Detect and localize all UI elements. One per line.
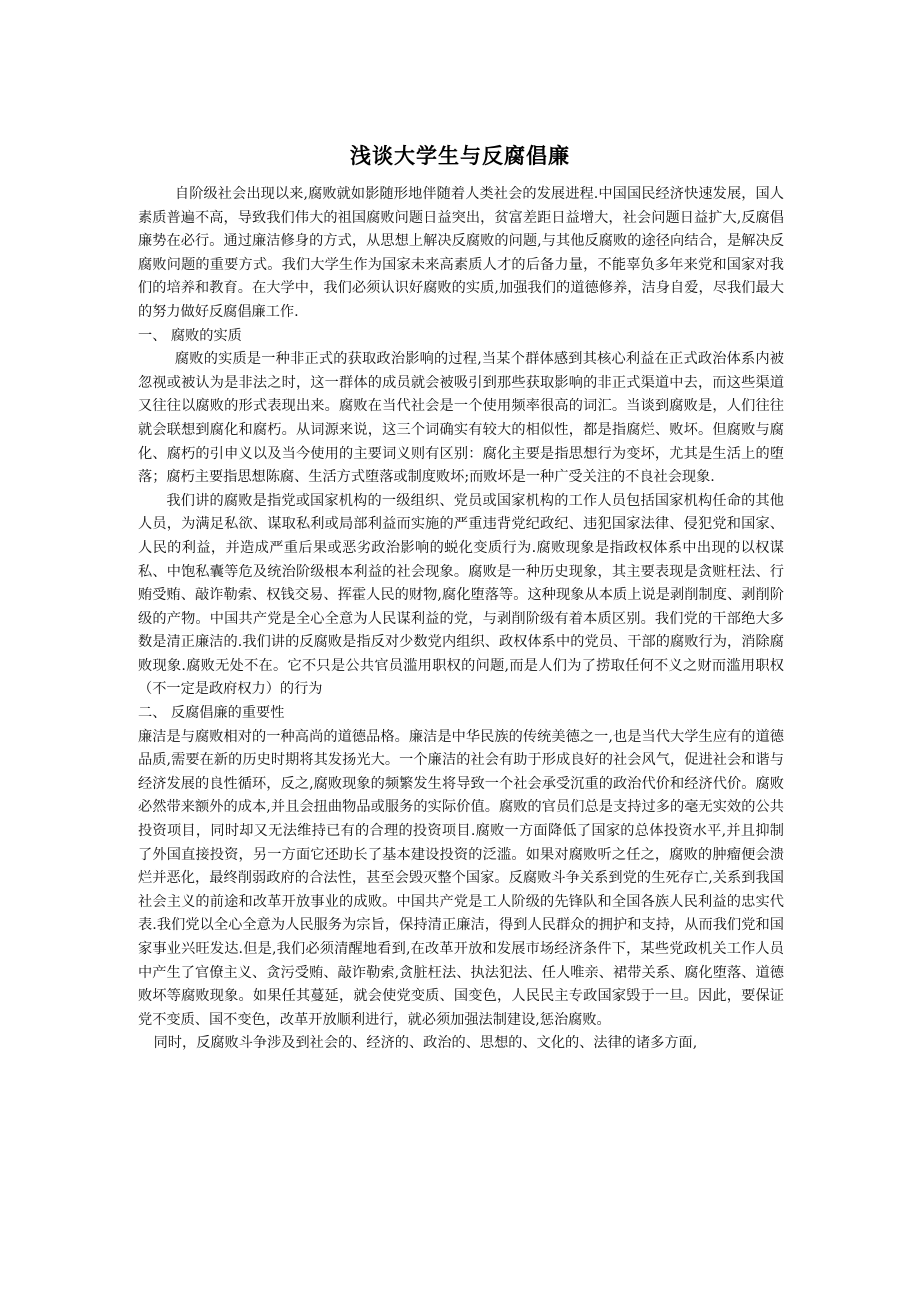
section2-paragraph-1: 廉洁是与腐败相对的一种高尚的道德品格。廉洁是中华民族的传统美德之一,也是当代大学生应有的道德品质,需要在新的历史时期将其发扬光大。一个廉洁的社会有助于形成良好的社会风气，促进社会和谐与经济发展的良性循环，反之,腐败现象的频繁发生将导致一个社会承受沉重的政治代价和经济代价。腐败必然带来额外的成本,并且会扭曲物品或服务的实际价值。腐败的官员们总是支持过多的毫无实效的公共投资项目，同时却又无法维持已有的合理的投资项目.腐败一方面降低了国家的总体投资水平,并且抑制了外国直接投资，另一方面它还助长了基本建设投资的泛滥。如果对腐败听之任之，腐败的肿瘤便会溃烂并恶化，最终削弱政府的合法性，甚至会毁灭整个国家。反腐败斗争关系到党的生死存亡,关系到我国社会主义的前途和改革开放事业的成败。中国共产党是工人阶级的先锋队和全国各族人民利益的忠实代表.我们党以全心全意为人民服务为宗旨，保持清正廉洁，得到人民群众的拥护和支持，从而我们党和国家事业兴旺发达.但是,我们必须清醒地看到,在改革开放和发展市场经济条件下，某些党政机关工作人员中产生了官僚主义、贪污受贿、敲诈勒索,贪脏枉法、执法犯法、任人唯亲、裙带关系、腐化堕落、道德败坏等腐败现象。如果任其蔓延，就会使党变质、国变色，人民民主专政国家毁于一旦。因此，要保证党不变质、国不变色，改革开放顺利进行，就必须加强法制建设,惩治腐败。 (138, 728, 784, 1028)
intro-paragraph: 自阶级社会出现以来,腐败就如影随形地伴随着人类社会的发展进程.中国国民经济快速发展，国人素质普遍不高，导致我们伟大的祖国腐败问题日益突出，贫富差距日益增大，社会问题日益扩大,反腐倡廉势在必行。通过廉洁修身的方式，从思想上解决反腐败的问题,与其他反腐败的途径向结合，是解决反腐败问题的重要方式。我们大学生作为国家未来高素质人才的后备力量，不能辜负多年来党和国家对我们的培养和教育。在大学中，我们必须认识好腐败的实质,加强我们的道德修养，洁身自爱，尽我们最大的努力做好反腐倡廉工作. (138, 186, 784, 320)
section1-paragraph-1: 腐败的实质是一种非正式的获取政治影响的过程,当某个群体感到其核心利益在正式政治体系内被忽视或被认为是非法之时，这一群体的成员就会被吸引到那些获取影响的非正式渠道中去，而这些渠道又往往以腐败的形式表现出来。腐败在当代社会是一个使用频率很高的词汇。当谈到腐败是，人们往往就会联想到腐化和腐朽。从词源来说，这三个词确实有较大的相似性，都是指腐烂、败坏。但腐败与腐化、腐朽的引申义以及当今使用的主要词义则有区别：腐化主要是指思想行为变坏，尤其是生活上的堕落；腐朽主要指思想陈腐、生活方式堕落或制度败坏;而败坏是一种广受关注的不良社会现象. (138, 351, 784, 486)
document-title: 浅谈大学生与反腐倡廉 (350, 144, 570, 168)
section2-paragraph-2: 同时，反腐败斗争涉及到社会的、经济的、政治的、思想的、文化的、法律的诸多方面, (153, 1035, 698, 1052)
section1-paragraph-2: 我们讲的腐败是指党或国家机构的一级组织、党员或国家机构的工作人员包括国家机构任命的其他人员，为满足私欲、谋取私利或局部利益而实施的严重违背党纪政纪、违犯国家法律、侵犯党和国家、人民的利益，并造成严重后果或恶劣政治影响的蜕化变质行为.腐败现象是指政权体系中出现的以权谋私、中饱私囊等危及统治阶级根本利益的社会现象。腐败是一种历史现象，其主要表现是贪赃枉法、行贿受贿、敲诈勒索、权钱交易、挥霍人民的财物,腐化堕落等。这种现象从本质上说是剥削制度、剥削阶级的产物。中国共产党是全心全意为人民谋利益的党，与剥削阶级有着本质区别。我们党的干部绝大多数是清正廉洁的.我们讲的反腐败是指反对少数党内组织、政权体系中的党员、干部的腐败行为，消除腐败现象.腐败无处不在。它不只是公共官员滥用职权的问题,而是人们为了捞取任何不义之财而滥用职权（不一定是政府权力）的行为 (138, 492, 784, 698)
section2-heading: 二、 反腐倡廉的重要性 (138, 705, 285, 722)
document-body (138, 183, 784, 1056)
section1-heading: 一、 腐败的实质 (138, 327, 242, 344)
